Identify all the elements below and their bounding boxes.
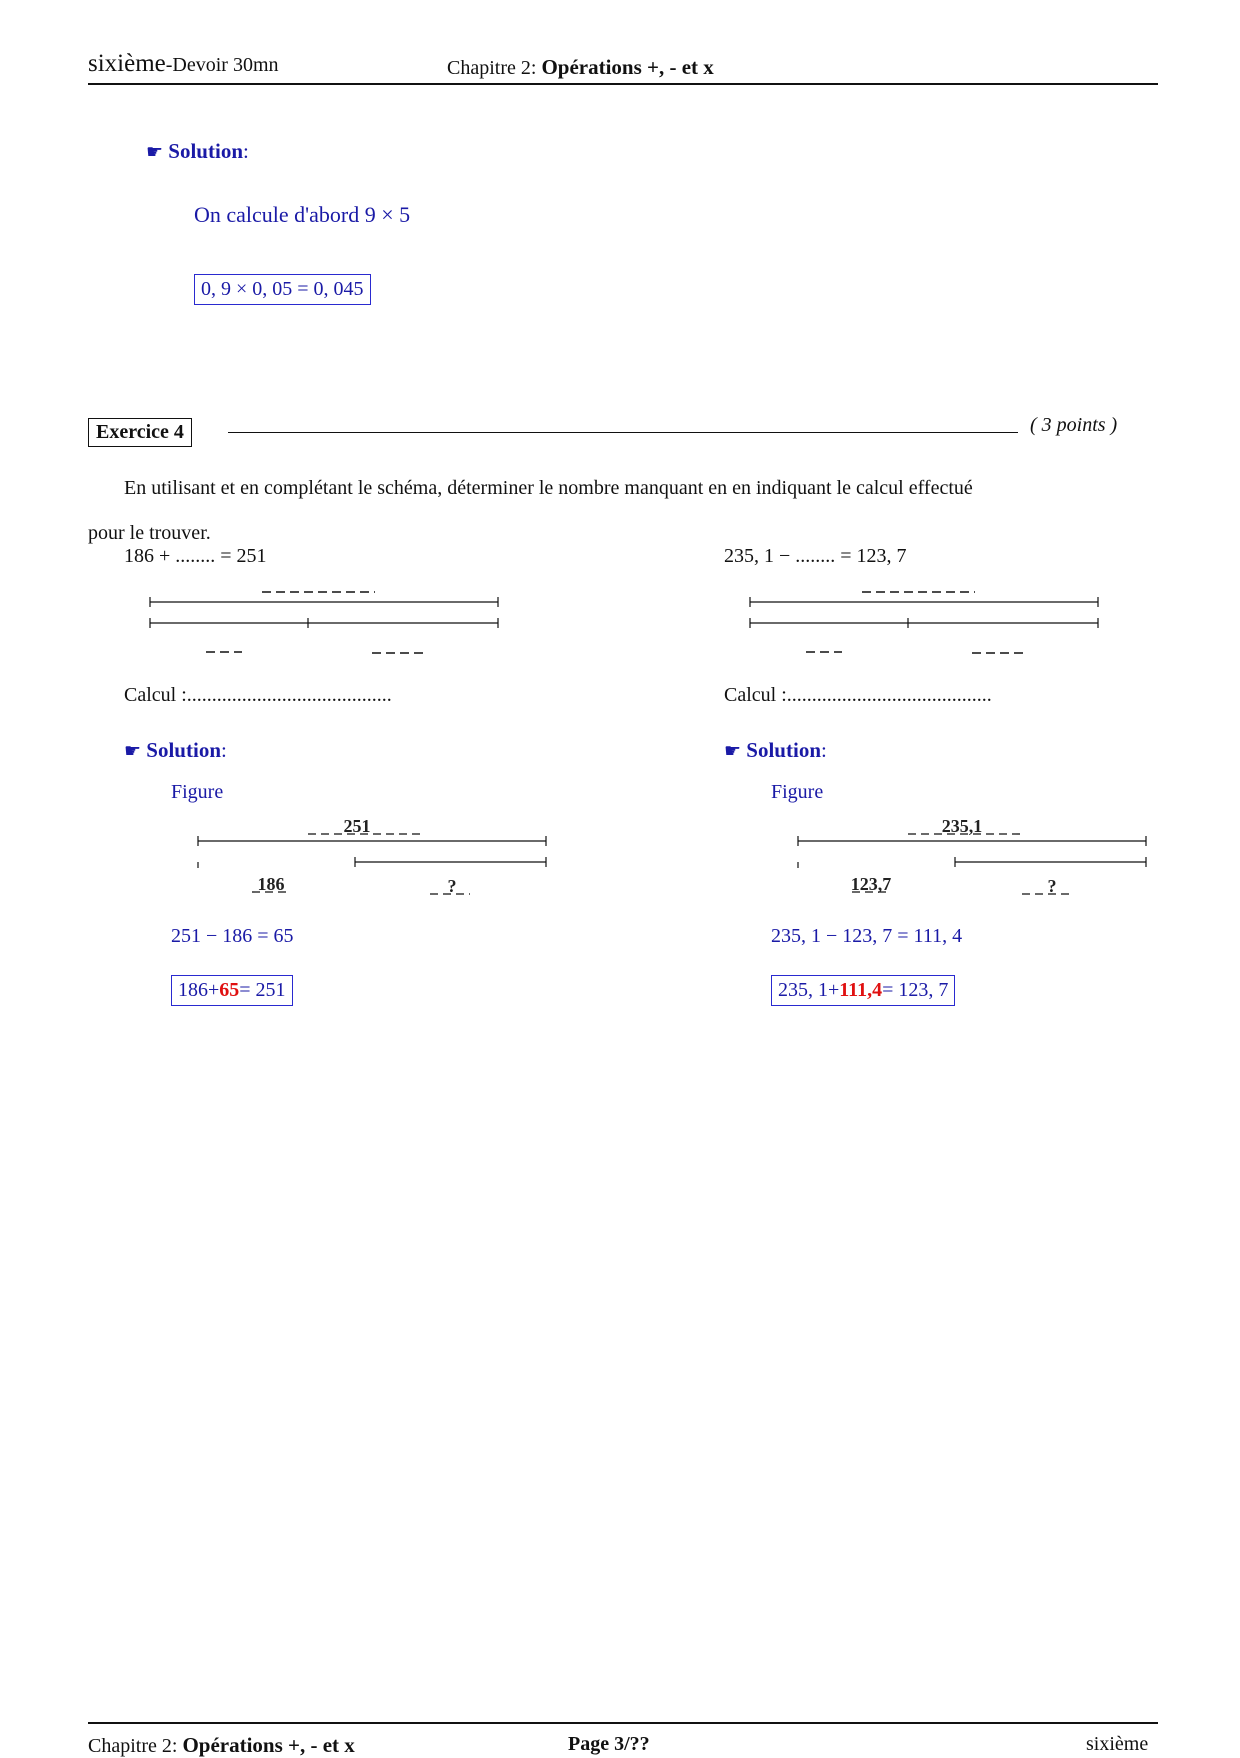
right-solution-label: Solution [746, 738, 821, 762]
footer-chapter-prefix: Chapitre 2: [88, 1735, 178, 1757]
pointing-hand-icon: ☛ [724, 740, 742, 762]
pointing-hand-icon: ☛ [146, 141, 164, 163]
left-equation: 186 + ........ = 251 [124, 545, 267, 567]
header-subtitle: -Devoir 30mn [165, 54, 279, 76]
left-fig-missing: ? [447, 876, 457, 896]
exercise-title: Exercice 4 [88, 418, 192, 447]
right-fig-part: 123,7 [850, 874, 892, 894]
left-solution-schema [190, 812, 560, 902]
exercise-statement-2: pour le trouver. [88, 522, 211, 544]
header-chapter [447, 55, 714, 80]
left-fig-part: 186 [257, 874, 285, 894]
pointing-hand-icon: ☛ [124, 740, 142, 762]
footer-level: sixième [1086, 1733, 1149, 1755]
left-blank-schema [140, 580, 510, 660]
footer-rule [88, 1722, 1158, 1724]
exercise-statement-1: En utilisant et en complétant le schéma, déterminer le nombre manquant en en indiquant le calcul effectué [124, 477, 973, 499]
right-solution-heading: ☛ Solution: [724, 738, 827, 762]
left-result: 186+65= 251 [171, 975, 293, 1006]
solution-prev-line: On calcule d'abord 9 × 5 [194, 202, 411, 227]
left-solution-label: Solution [146, 738, 221, 762]
right-result: 235, 1+111,4= 123, 7 [771, 975, 955, 1006]
left-figure-label: Figure [171, 781, 224, 803]
right-blank-schema [740, 580, 1110, 660]
left-result-answer: 65 [219, 979, 240, 1001]
header-chapter-title: Opérations +, - et x [541, 55, 714, 79]
header-level: sixième [88, 50, 166, 77]
right-calc-line[interactable]: Calcul :......................................... [724, 684, 992, 706]
right-fig-total: 235,1 [941, 816, 983, 836]
right-equation: 235, 1 − ........ = 123, 7 [724, 545, 907, 567]
left-solution-heading: ☛ Solution: [124, 738, 227, 762]
header-rule [88, 83, 1158, 85]
exercise-points: ( 3 points ) [1030, 414, 1118, 436]
exercise-title-box [88, 418, 192, 447]
solution-prev-heading: ☛ Solution: [146, 139, 249, 163]
left-calc-solution: 251 − 186 = 65 [171, 925, 294, 947]
footer-chapter-title: Opérations +, - et x [182, 1733, 355, 1757]
right-fig-missing: ? [1047, 876, 1057, 896]
right-figure-label: Figure [771, 781, 824, 803]
right-calc-solution: 235, 1 − 123, 7 = 111, 4 [771, 925, 963, 947]
footer-chapter [88, 1733, 355, 1758]
page-header [88, 50, 279, 78]
header-chapter-prefix: Chapitre 2: [447, 57, 537, 79]
solution-prev-label: Solution [168, 139, 243, 163]
left-calc-line[interactable]: Calcul :......................................... [124, 684, 392, 706]
right-result-answer: 111,4 [839, 979, 883, 1001]
solution-prev-result: 0, 9 × 0, 05 = 0, 045 [194, 274, 371, 305]
footer-page-number: Page 3/?? [568, 1733, 650, 1755]
left-fig-total: 251 [343, 816, 371, 836]
right-solution-schema [790, 812, 1160, 902]
exercise-rule [228, 432, 1018, 433]
